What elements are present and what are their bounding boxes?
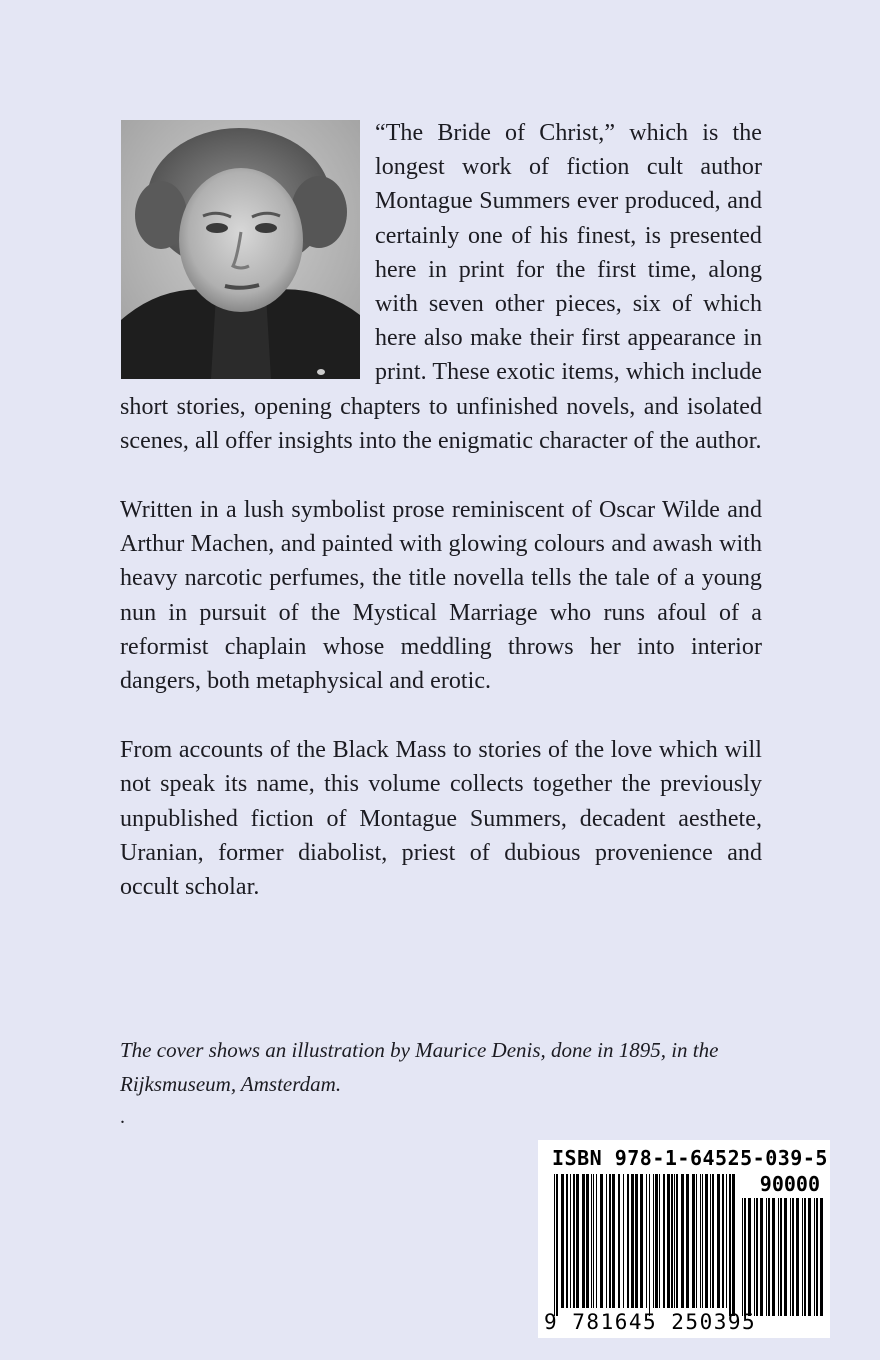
addon-bar (816, 1198, 818, 1316)
barcode-bar (700, 1174, 701, 1308)
blurb (120, 116, 762, 939)
addon-bar (756, 1198, 758, 1316)
addon-bar (808, 1198, 811, 1316)
addon-bar (784, 1198, 787, 1316)
isbn-label: ISBN 978-1-64525-039-5 (552, 1146, 828, 1170)
barcode-bar (653, 1174, 654, 1308)
barcode-bar (582, 1174, 585, 1308)
barcode-bar (561, 1174, 564, 1308)
barcode-bar (649, 1174, 650, 1316)
barcode-bar (681, 1174, 684, 1308)
blurb-paragraph-2: Written in a lush symbolist prose reminiscent of Oscar Wilde and Arthur Machen, and painted with glowing colours and awash with heavy narcotic perfumes, the title novella tells the tale of a young nun in pursuit of the Mystical Marriage who runs afoul of a reformist chaplain whose meddling throws her into interior dangers, both metaphysical and erotic. (120, 497, 762, 695)
addon-bar (792, 1198, 794, 1316)
barcode-bar (710, 1174, 711, 1308)
addon-bar (744, 1198, 746, 1316)
addon-bar (766, 1198, 767, 1316)
barcode-bar (692, 1174, 695, 1308)
barcode-bar (655, 1174, 658, 1308)
addon-bar (814, 1198, 815, 1316)
barcode-bar (722, 1174, 724, 1308)
portrait-spacer (120, 119, 375, 387)
price-code: 90000 (759, 1172, 820, 1196)
barcode-bar (702, 1174, 703, 1308)
addon-bar (768, 1198, 770, 1316)
barcode-bar (627, 1174, 629, 1308)
barcode-bar (566, 1174, 568, 1308)
barcode-bar (712, 1174, 714, 1308)
blurb-paragraph-1: “The Bride of Christ,” which is the longest work of fiction cult author Montague Summers ever produced, and certainly one of his finest, is presented here in print for the first time, along with seven other pieces, six of which here also make their first appearance in print. These exotic items, which include short stories, opening chapters to unfinished novels, and isolated scenes, all offer insights into the enigmatic character of the author. (120, 120, 762, 454)
barcode-bar (600, 1174, 603, 1308)
addon-bar (796, 1198, 799, 1316)
addon-bar (772, 1198, 775, 1316)
barcode-bar (686, 1174, 689, 1308)
barcode-bar (667, 1174, 670, 1308)
addon-bar (748, 1198, 751, 1316)
barcode-bar (612, 1174, 615, 1308)
barcode-bar (729, 1174, 731, 1316)
barcode-bar (596, 1174, 597, 1308)
barcode-bar (659, 1174, 660, 1308)
addon-bar (802, 1198, 803, 1316)
cover-credit: The cover shows an illustration by Maurice Denis, done in 1895, in the Rijksmuseum, Amsterdam. (120, 1038, 719, 1096)
barcode-bar (640, 1174, 643, 1308)
addon-bar (742, 1198, 743, 1316)
addon-bar (804, 1198, 806, 1316)
addon-bar (754, 1198, 755, 1316)
barcode-bar (717, 1174, 720, 1308)
addon-bar (790, 1198, 791, 1316)
barcode-bar (676, 1174, 678, 1308)
addon-bar (780, 1198, 782, 1316)
barcode-bar (554, 1174, 555, 1316)
barcode-bar (606, 1174, 607, 1308)
barcode-bar (576, 1174, 579, 1308)
addon-bar (820, 1198, 823, 1316)
barcode-bar (663, 1174, 665, 1308)
barcode-bar (732, 1174, 735, 1316)
addon-bar (760, 1198, 763, 1316)
stray-mark: . (120, 1106, 125, 1128)
barcode-bar (586, 1174, 589, 1308)
barcode-bar (631, 1174, 634, 1308)
barcode-bar (570, 1174, 571, 1308)
blurb-paragraph-3: From accounts of the Black Mass to stories of the love which will not speak its name, this volume collects together the previously unpublished fiction of Montague Summers, decadent aesthete, Uranian, former diabolist, priest of dubious provenience and occult scholar. (120, 737, 762, 901)
barcode-bar (635, 1174, 638, 1308)
barcode-bar (623, 1174, 624, 1308)
barcode-bar (726, 1174, 727, 1308)
barcode-bar (618, 1174, 620, 1308)
barcode-bar (609, 1174, 611, 1308)
barcode-bar (556, 1174, 558, 1316)
barcode-bar (646, 1174, 647, 1308)
barcode-bar (674, 1174, 675, 1308)
addon-bar (778, 1198, 779, 1316)
barcode-bar (593, 1174, 594, 1308)
barcode-bar (705, 1174, 708, 1308)
barcode-bar (696, 1174, 697, 1308)
ean-digits: 9 781645 250395 (544, 1310, 757, 1334)
barcode-bar (591, 1174, 592, 1308)
barcode-panel (538, 1140, 830, 1338)
barcode-bar (671, 1174, 673, 1308)
barcode-bar (573, 1174, 575, 1308)
